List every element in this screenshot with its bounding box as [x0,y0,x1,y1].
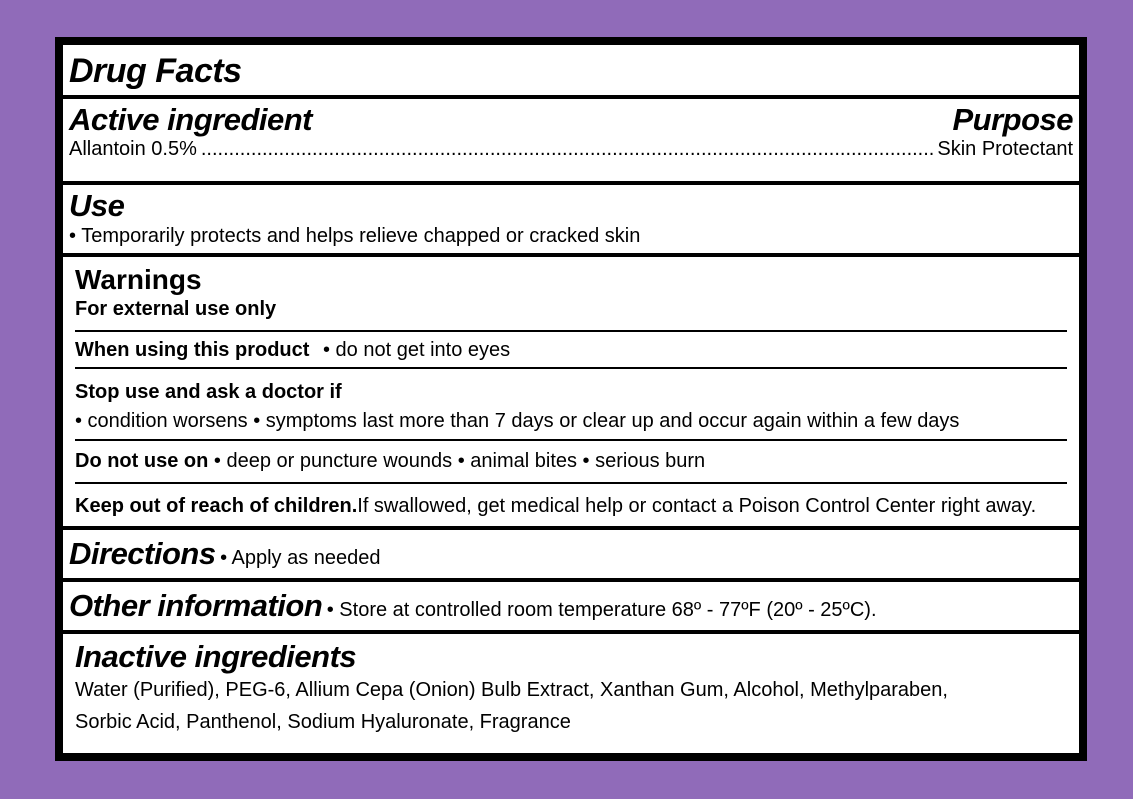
directions-text: • Apply as needed [220,547,381,569]
drug-facts-panel [55,37,1087,761]
active-ingredient-purpose: Skin Protectant [937,138,1073,160]
other-information-text: • Store at controlled room temperature 68º - 77ºF (20º - 25ºC). [326,599,877,621]
active-ingredient-section [63,99,1079,185]
do-not-use-text: • deep or puncture wounds • animal bites • serious burn [213,450,706,472]
purpose-heading: Purpose [952,102,1073,137]
when-using-text: • do not get into eyes [323,339,511,361]
leader-dots [201,137,934,161]
keep-out-label: Keep out of reach of children. [75,495,358,517]
use-section [63,185,1079,257]
external-use-text: For external use only [75,298,277,320]
when-using-label: When using this product [75,339,310,361]
directions-heading: Directions [69,536,216,571]
inactive-ingredients-line-1: Water (Purified), PEG-6, Allium Cepa (Onion) Bulb Extract, Xanthan Gum, Alcohol, Methylparaben, [75,679,948,701]
warnings-section [69,257,1073,526]
when-using-row [75,332,1067,369]
active-ingredient-heading: Active ingredient [69,102,312,137]
other-information-section [63,582,1079,634]
inactive-ingredients-line-2: Sorbic Acid, Panthenol, Sodium Hyaluronate, Fragrance [75,711,571,733]
stop-use-row [75,369,1067,441]
keep-out-row [75,484,1067,526]
drug-facts-title: Drug Facts [69,52,242,90]
do-not-use-row [75,441,1067,484]
directions-section [63,530,1079,582]
use-heading: Use [69,188,125,223]
warnings-heading: Warnings [75,264,202,295]
active-ingredient-name: Allantoin 0.5% [69,138,197,160]
use-text: • Temporarily protects and helps relieve chapped or cracked skin [69,225,641,247]
stop-use-label: Stop use and ask a doctor if [75,381,342,403]
keep-out-text: If swallowed, get medical help or contact a Poison Control Center right away. [357,495,1037,517]
inactive-ingredients-heading: Inactive ingredients [75,639,357,674]
inactive-ingredients-section [69,634,1073,738]
other-information-heading: Other information [69,588,323,623]
do-not-use-label: Do not use on [75,450,209,472]
stop-use-text: • condition worsens • symptoms last more than 7 days or clear up and occur again within a few days [75,410,960,432]
title-section [63,45,1079,99]
warnings-header [75,257,1067,332]
active-ingredient-row [69,137,1073,161]
